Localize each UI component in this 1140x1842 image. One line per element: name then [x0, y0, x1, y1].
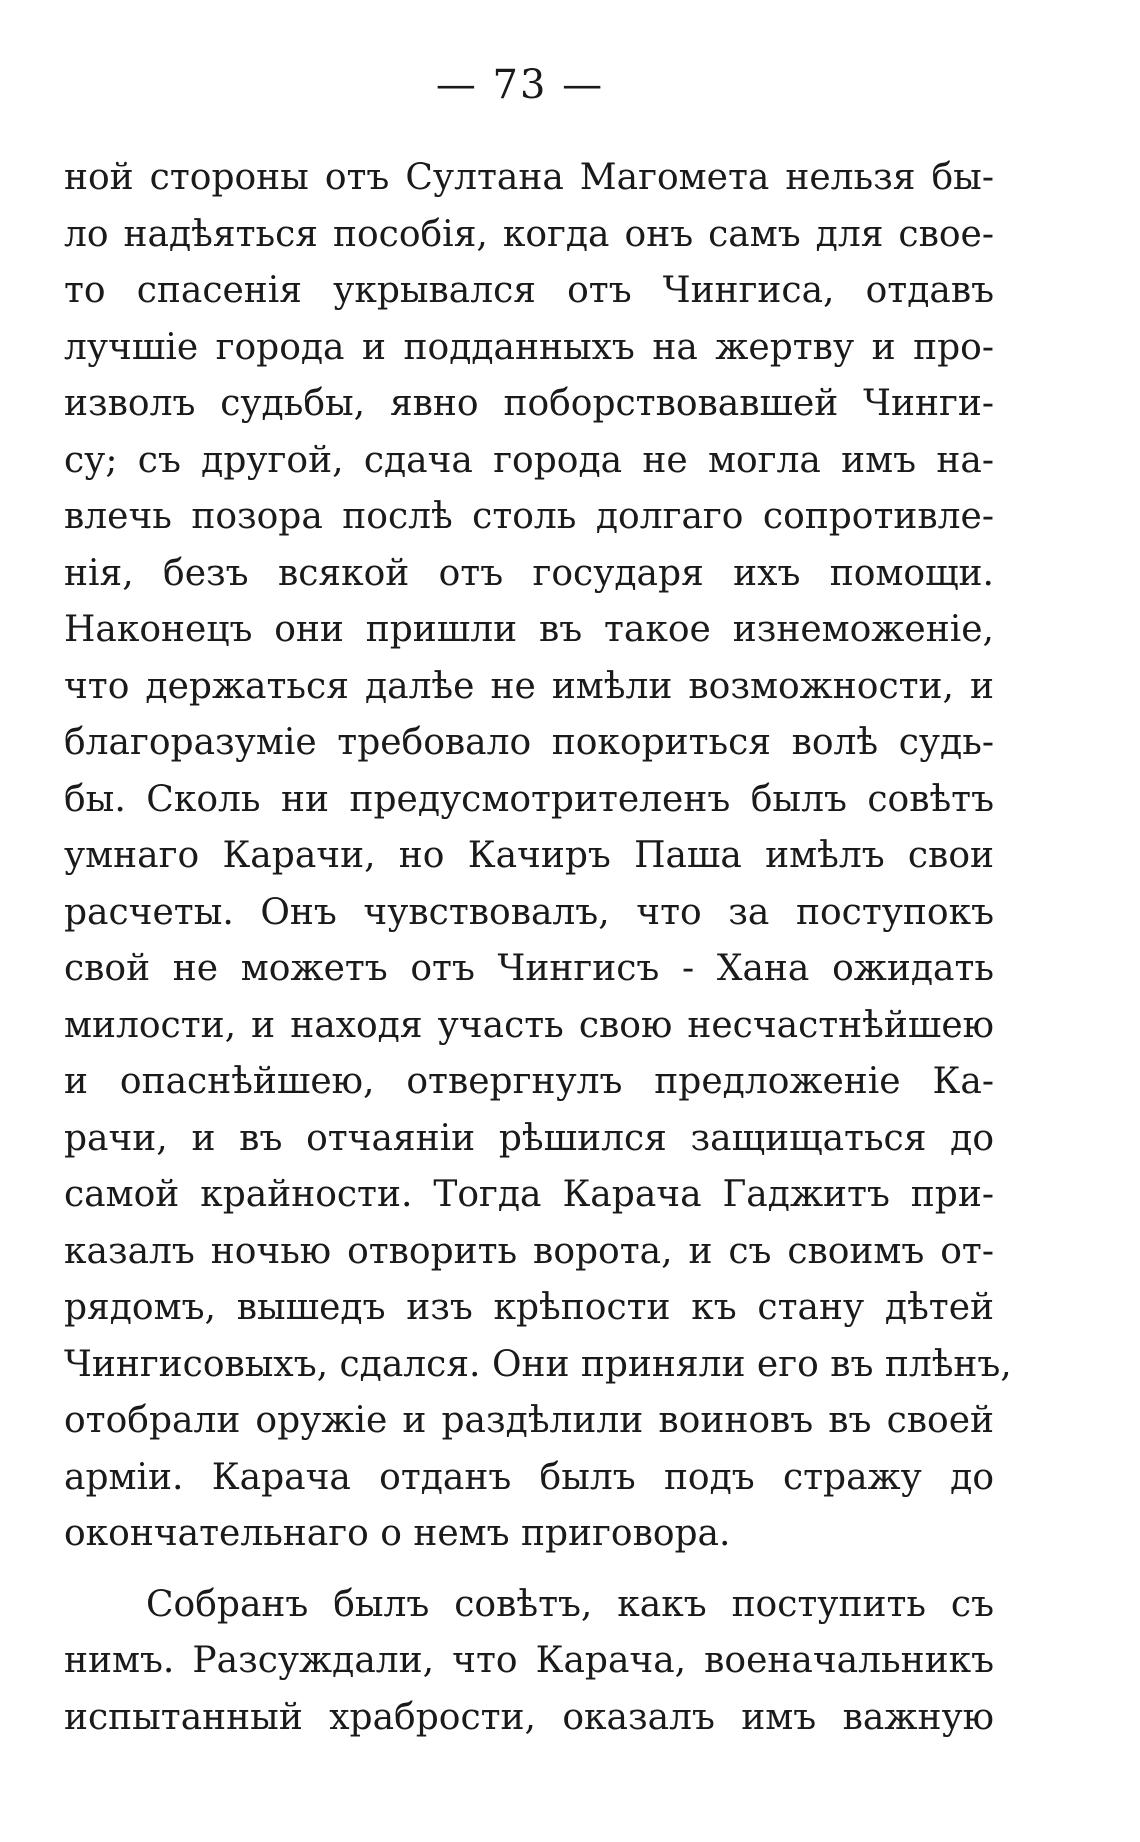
- text-line: арміи. Карача отданъ былъ подъ стражу до: [64, 1456, 994, 1498]
- text-line: ло надѣяться пособія, когда онъ самъ для свое-: [64, 213, 994, 255]
- text-line: что держаться далѣе не имѣли возможности, и: [64, 665, 994, 707]
- text-line: рачи, и въ отчаяніи рѣшился защищаться до: [64, 1117, 994, 1159]
- text-line: лучшіе города и подданныхъ на жертву и про-: [64, 326, 994, 368]
- paragraph-gap: [64, 1563, 994, 1577]
- text-line: отобрали оружіе и раздѣлили воиновъ въ своей: [64, 1400, 994, 1441]
- text-line: и опаснѣйшею, отвергнулъ предложеніе Ка-: [64, 1061, 994, 1102]
- text-line: ной стороны отъ Султана Магомета нельзя бы-: [64, 157, 994, 198]
- text-line: Собранъ былъ совѣтъ, какъ поступить съ: [146, 1583, 994, 1625]
- text-line: казалъ ночью отворить ворота, и съ своимъ от-: [64, 1230, 994, 1272]
- text-line: нимъ. Разсуждали, что Карача, военачальникъ: [64, 1640, 994, 1681]
- page-number: — 73 —: [435, 62, 605, 108]
- text-line: рядомъ, вышедъ изъ крѣпости къ стану дѣтей: [64, 1287, 994, 1328]
- text-line: нія, безъ всякой отъ государя ихъ помощи.: [64, 552, 994, 594]
- text-line: влечь позора послѣ столь долгаго сопротивле-: [64, 496, 994, 537]
- text-line: бы. Сколь ни предусмотрителенъ былъ совѣтъ: [64, 778, 994, 820]
- text-line: Чингисовыхъ, сдался. Они приняли его въ плѣнъ,: [64, 1343, 1012, 1385]
- text-line: то спасенія укрывался отъ Чингиса, отдавъ: [64, 270, 994, 311]
- text-line: расчеты. Онъ чувствовалъ, что за поступокъ: [64, 891, 994, 933]
- text-line: окончательнаго о немъ приговора.: [64, 1513, 731, 1554]
- text-line: су; съ другой, сдача города не могла имъ на-: [64, 439, 994, 481]
- text-line: милости, и находя участь свою несчастнѣйшею: [64, 1004, 994, 1046]
- text-line: самой крайности. Тогда Карача Гаджитъ при-: [64, 1174, 994, 1215]
- text-line: испытанный храбрости, оказалъ имъ важную: [64, 1696, 994, 1738]
- text-line: благоразуміе требовало покориться волѣ судь-: [64, 722, 994, 763]
- text-line: изволъ судьбы, явно поборствовавшей Чинги-: [64, 383, 994, 424]
- text-line: свой не можетъ отъ Чингисъ - Хана ожидать: [64, 948, 994, 989]
- body-text: [64, 150, 1012, 1746]
- text-line: Наконецъ они пришли въ такое изнеможеніе,: [64, 609, 994, 650]
- text-line: умнаго Карачи, но Качиръ Паша имѣлъ свои: [64, 835, 994, 876]
